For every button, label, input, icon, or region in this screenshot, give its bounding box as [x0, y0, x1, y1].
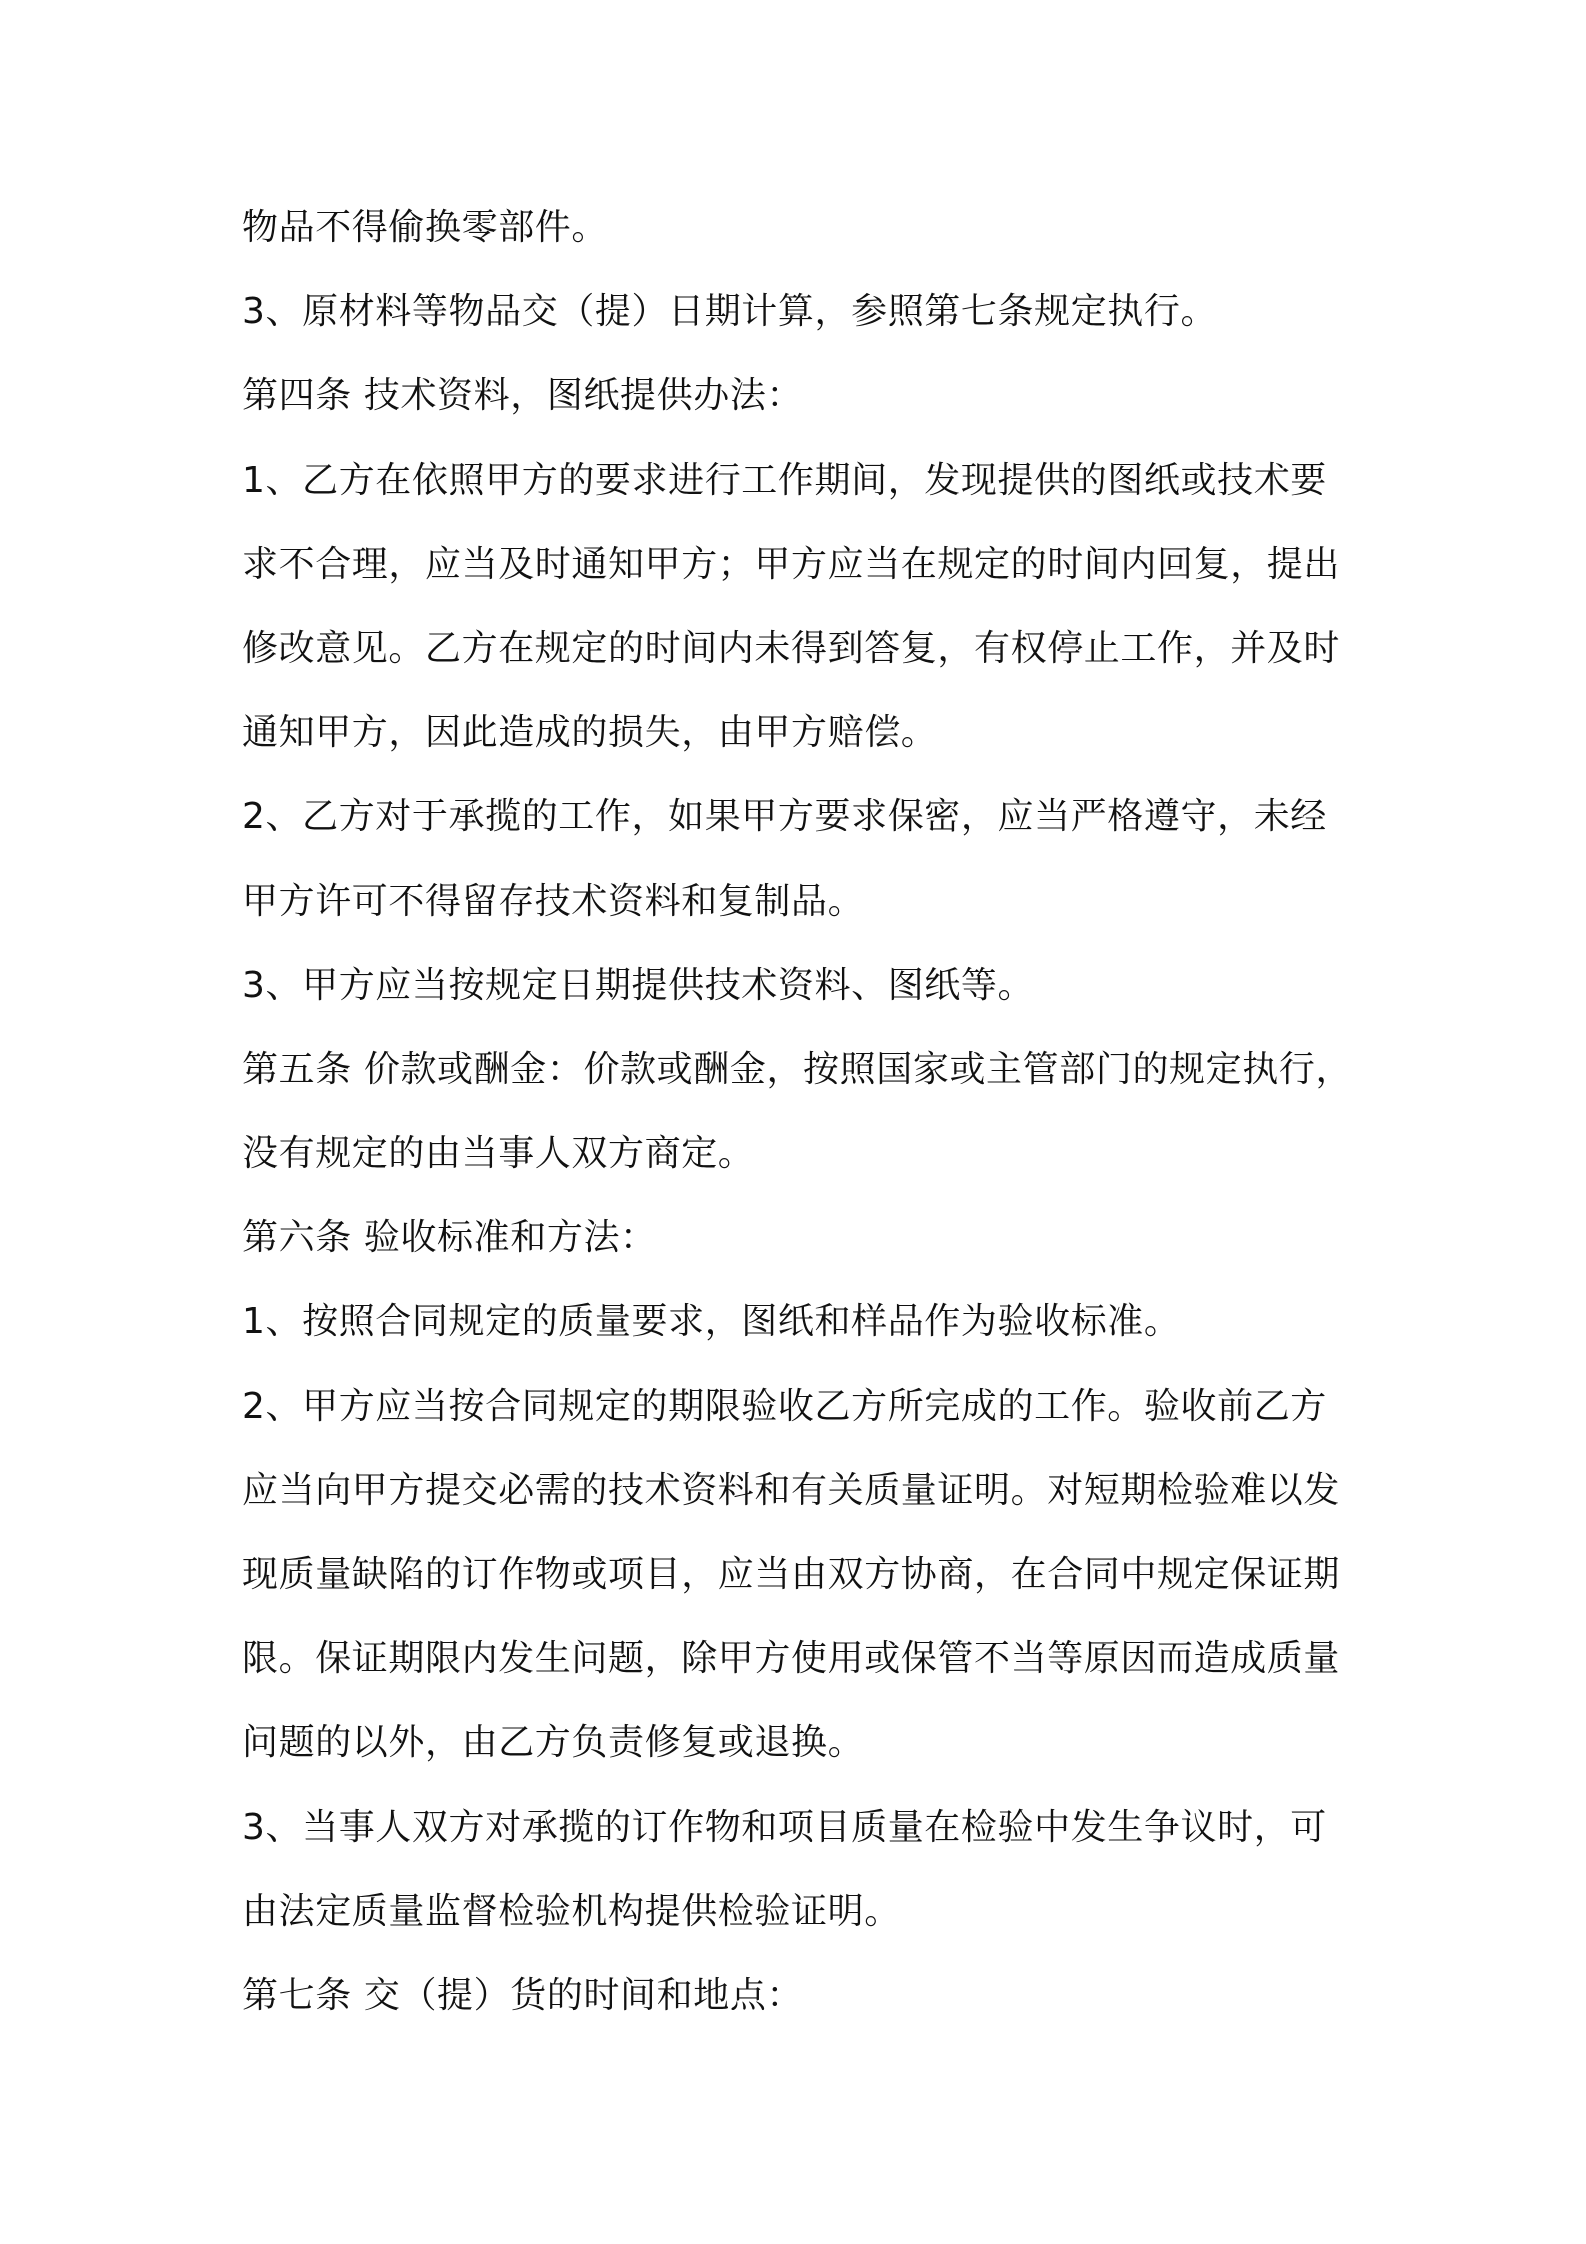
text-line: 限。保证期限内发生问题，除甲方使用或保管不当等原因而造成质量: [242, 1638, 1341, 1680]
text-line: 修改意见。乙方在规定的时间内未得到答复，有权停止工作，并及时: [242, 627, 1341, 669]
text-line: 应当向甲方提交必需的技术资料和有关质量证明。对短期检验难以发: [242, 1469, 1341, 1511]
text-line: 由法定质量监督检验机构提供检验证明。: [242, 1890, 901, 1932]
text-line: 没有规定的由当事人双方商定。: [242, 1133, 755, 1175]
text-line: 甲方许可不得留存技术资料和复制品。: [242, 880, 865, 922]
text-line: 通知甲方，因此造成的损失，由甲方赔偿。: [242, 712, 938, 754]
text-line: 1、乙方在依照甲方的要求进行工作期间，发现提供的图纸或技术要: [242, 459, 1327, 501]
text-line: 3、原材料等物品交（提）日期计算，参照第七条规定执行。: [242, 291, 1218, 333]
text-line: 3、甲方应当按规定日期提供技术资料、图纸等。: [242, 964, 1035, 1006]
document-body: [242, 186, 1492, 2038]
text-line: 求不合理，应当及时通知甲方；甲方应当在规定的时间内回复，提出: [242, 543, 1341, 585]
text-line: 1、按照合同规定的质量要求，图纸和样品作为验收标准。: [242, 1301, 1181, 1343]
article-heading: 第七条 交（提）货的时间和地点：: [242, 1974, 804, 2016]
text-line: 现质量缺陷的订作物或项目，应当由双方协商，在合同中规定保证期: [242, 1554, 1341, 1595]
article-heading: 第四条 技术资料，图纸提供办法：: [242, 375, 804, 417]
article-heading: 第六条 验收标准和方法：: [242, 1217, 657, 1259]
text-line: 物品不得偷换零部件。: [242, 207, 609, 248]
text-line: 问题的以外，由乙方负责修复或退换。: [242, 1722, 865, 1764]
text-line: 3、当事人双方对承揽的订作物和项目质量在检验中发生争议时，可: [242, 1806, 1327, 1848]
text-line: 2、乙方对于承揽的工作，如果甲方要求保密，应当严格遵守，未经: [242, 796, 1327, 838]
article-heading: 第五条 价款或酬金：价款或酬金，按照国家或主管部门的规定执行，: [242, 1048, 1353, 1090]
text-line: 2、甲方应当按合同规定的期限验收乙方所完成的工作。验收前乙方: [242, 1385, 1327, 1427]
